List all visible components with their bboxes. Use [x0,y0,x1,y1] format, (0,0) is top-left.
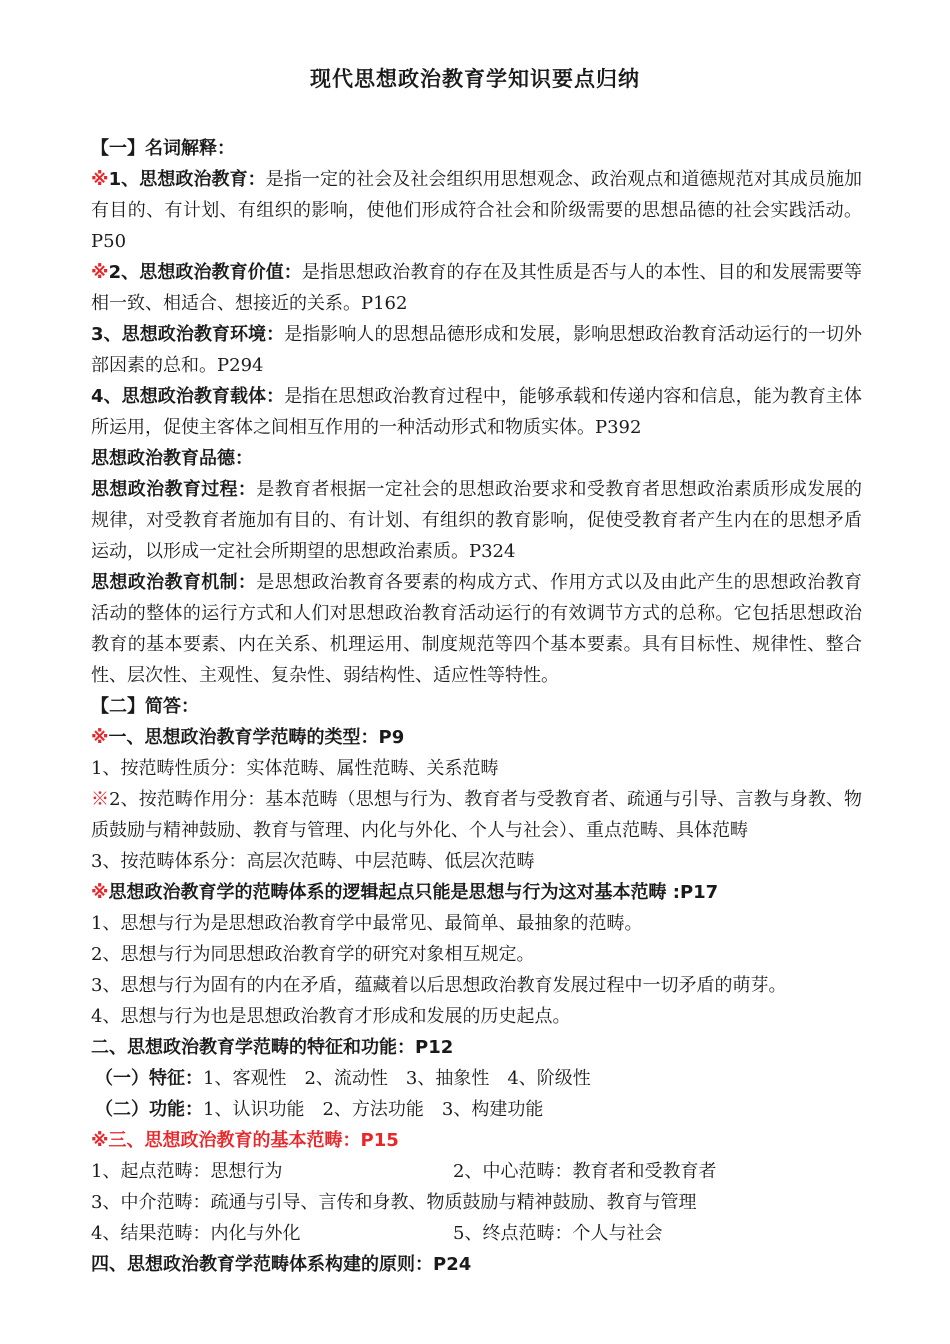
category-row [91,1218,862,1249]
definition-5: 思想政治教育品德： [91,448,253,469]
list-item: 3、思想与行为固有的内在矛盾，蕴藏着以后思想政治教育发展过程中一切矛盾的萌芽。 [91,975,787,996]
definition-term: 4、思想政治教育载体： [91,386,285,407]
category-item: 1、起点范畴：思想行为 [91,1161,283,1182]
list-item-text: 1、客观性 2、流动性 3、抽象性 4、阶级性 [203,1068,591,1089]
key-mark: ※ [91,789,110,810]
list-item: 4、思想与行为也是思想政治教育才形成和发展的历史起点。 [91,1006,571,1027]
category-item: 3、中介范畴：疏通与引导、言传和身教、物质鼓励与精神鼓励、教育与管理 [91,1192,697,1213]
category-item: 5、终点范畴：个人与社会 [453,1223,663,1244]
list-item: 1、按范畴性质分：实体范畴、属性范畴、关系范畴 [91,758,499,779]
question-4-title: 四、思想政治教育学范畴体系构建的原则：P24 [91,1254,472,1275]
definition-term: 2、思想政治教育价值： [108,262,302,283]
list-item: 3、按范畴体系分：高层次范畴、中层范畴、低层次范畴 [91,851,535,872]
sub-label: （二）功能： [95,1099,203,1120]
definition-term: 思想政治教育过程： [91,479,257,500]
category-row [91,1156,862,1187]
definition-text: 是指在思想政治教育过程中，能够承载和传递内容和信息，能为教育主体所运用，促使主客体之间相互作用的一种活动形式和物质实体。P392 [91,386,862,438]
definition-text: 是指思想政治教育的存在及其性质是否与人的本性、目的和发展需要等相一致、相适合、想接近的关系。P162 [91,262,863,314]
definition-text: 是教育者根据一定社会的思想政治要求和受教育者思想政治素质形成发展的规律，对受教育者施加有目的、有计划、有组织的教育影响，促使受教育者产生内在的思想矛盾运动，以形成一定社会所期望的思想政治素质。P324 [91,479,863,562]
definition-3 [91,319,862,381]
definition-text: 是指影响人的思想品德形成和发展，影响思想政治教育活动运行的一切外部因素的总和。P294 [91,324,862,376]
question-1b-title [91,877,862,908]
definition-6 [91,474,862,567]
question-3-title [91,1125,862,1156]
key-mark: ※ [91,727,109,748]
sub-label: （一）特征： [95,1068,203,1089]
section1-heading: 【一】名词解释： [91,138,235,159]
definition-text: 是指一定的社会及社会组织用思想观念、政治观点和道德规范对其成员施加有目的、有计划、有组织的影响，使他们形成符合社会和阶级需要的思想品德的社会实践活动。P50 [91,169,863,252]
list-item [91,1094,862,1125]
definition-4 [91,381,862,443]
definition-1 [91,164,862,257]
section2-heading: 【二】简答： [91,696,199,717]
key-mark: ※ [91,169,109,190]
key-mark: ※ [91,1130,109,1151]
key-mark: ※ [91,262,109,283]
definition-2 [91,257,862,319]
question-2-title: 二、思想政治教育学范畴的特征和功能：P12 [91,1037,454,1058]
list-item [91,1063,862,1094]
list-item [91,784,862,846]
definition-term: 思想政治教育机制： [91,572,257,593]
key-mark: ※ [91,882,109,903]
list-item-text: 1、认识功能 2、方法功能 3、构建功能 [203,1099,544,1120]
list-item: 2、思想与行为同思想政治教育学的研究对象相互规定。 [91,944,535,965]
list-item: 1、思想与行为是思想政治教育学中最常见、最简单、最抽象的范畴。 [91,913,643,934]
definition-7 [91,567,862,691]
question-title-text: 三、思想政治教育的基本范畴：P15 [108,1130,399,1151]
list-item-text: 2、按范畴作用分：基本范畴（思想与行为、教育者与受教育者、疏通与引导、言教与身教、物质鼓励与精神鼓励、教育与管理、内化与外化、个人与社会）、重点范畴、具体范畴 [91,789,863,841]
definition-text: 是思想政治教育各要素的构成方式、作用方式以及由此产生的思想政治教育活动的整体的运行方式和人们对思想政治教育活动运行的有效调节方式的总称。它包括思想政治教育的基本要素、内在关系、机理运用、制度规范等四个基本要素。具有目标性、规律性、整合性、层次性、主观性、复杂性、弱结构性、适应性等特性。 [91,572,863,686]
question-1-title [91,722,862,753]
document-title: 现代思想政治教育学知识要点归纳 [310,67,640,91]
definition-term: 3、思想政治教育环境： [91,324,285,345]
category-item: 2、中心范畴：教育者和受教育者 [453,1161,717,1182]
document-body [91,133,862,1280]
category-item: 4、结果范畴：内化与外化 [91,1223,301,1244]
definition-term: 1、思想政治教育： [108,169,266,190]
question-title-text: 思想政治教育学的范畴体系的逻辑起点只能是思想与行为这对基本范畴 :P17 [108,882,719,903]
question-title-text: 一、思想政治教育学范畴的类型：P9 [108,727,405,748]
